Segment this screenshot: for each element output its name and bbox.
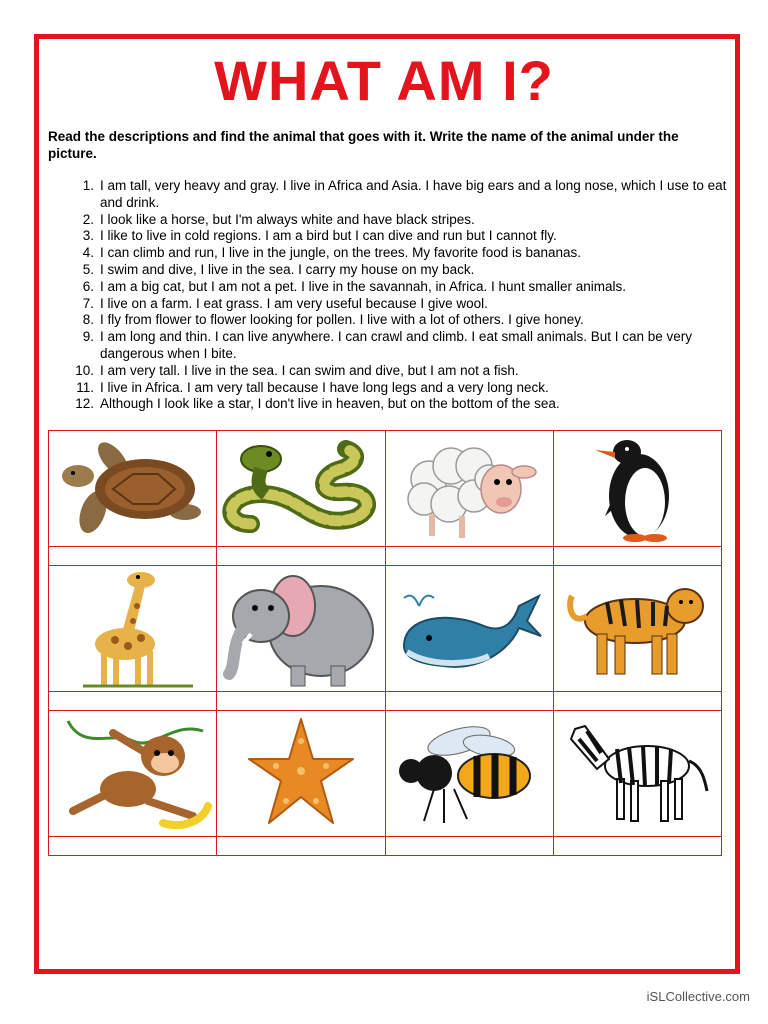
list-item: 9. I am long and thin. I can live anywhere. I can crawl and climb. I eat small animals. But I can be very dangerous when I bite. <box>82 329 693 361</box>
penguin-icon <box>557 434 717 544</box>
whale-icon <box>389 566 549 691</box>
list-item: 10. I am very tall. I live in the sea. I can swim and dive, but I am not a fish. <box>75 362 519 378</box>
picture-cell <box>385 566 553 692</box>
picture-cell <box>385 711 553 837</box>
picture-cell <box>217 566 385 692</box>
list-item: 8. I fly from flower to flower looking for pollen. I live with a lot of others. I give honey. <box>82 312 584 328</box>
elephant-icon <box>221 566 381 691</box>
list-item: 11. I live in Africa. I am very tall because I have long legs and a very long neck. <box>76 379 549 395</box>
site-watermark: iSLCollective.com <box>646 989 750 1004</box>
answer-cell[interactable] <box>385 692 553 711</box>
list-item: 7. I live on a farm. I eat grass. I am very useful because I give wool. <box>82 295 488 311</box>
picture-cell <box>553 566 721 692</box>
list-item: 1. I am tall, very heavy and gray. I live in Africa and Asia. I have big ears and a long nose, which I use to eat and drink. <box>82 178 727 210</box>
list-item: 12. Although I look like a star, I don't live in heaven, but on the bottom of the sea. <box>75 396 560 412</box>
list-item: 6. I am a big cat, but I am not a pet. I live in the savannah, in Africa. I hunt smaller animals. <box>82 278 627 294</box>
tiger-icon <box>557 566 717 691</box>
list-item: 2. I look like a horse, but I'm always white and have black stripes. <box>82 211 475 227</box>
picture-cell <box>217 711 385 837</box>
answer-cell[interactable] <box>217 692 385 711</box>
turtle-icon <box>53 434 213 544</box>
bee-icon <box>389 711 549 836</box>
picture-cell <box>553 711 721 837</box>
starfish-icon <box>221 711 381 836</box>
picture-cell <box>217 431 385 547</box>
answer-cell[interactable] <box>217 837 385 856</box>
picture-cell <box>49 711 217 837</box>
picture-cell <box>49 566 217 692</box>
answer-cell[interactable] <box>217 547 385 566</box>
list-item: 5. I swim and dive, I live in the sea. I carry my house on my back. <box>82 261 475 277</box>
picture-cell <box>49 431 217 547</box>
snake-icon <box>221 434 381 544</box>
description-list <box>62 178 732 413</box>
instructions: Read the descriptions and find the animal that goes with it. Write the name of the animal under the picture. <box>48 129 679 161</box>
worksheet-title: WHAT AM I? <box>214 49 554 112</box>
giraffe-icon <box>53 566 213 691</box>
zebra-icon <box>557 711 717 836</box>
answer-cell[interactable] <box>553 837 721 856</box>
answer-cell[interactable] <box>553 547 721 566</box>
list-item: 4. I can climb and run, I live in the jungle, on the trees. My favorite food is bananas. <box>82 245 582 261</box>
answer-cell[interactable] <box>49 692 217 711</box>
answer-cell[interactable] <box>49 547 217 566</box>
picture-cell <box>553 431 721 547</box>
sheep-icon <box>389 434 549 544</box>
answer-cell[interactable] <box>385 837 553 856</box>
answer-cell[interactable] <box>385 547 553 566</box>
picture-cell <box>385 431 553 547</box>
picture-grid <box>48 430 722 856</box>
monkey-icon <box>53 711 213 836</box>
answer-cell[interactable] <box>553 692 721 711</box>
answer-cell[interactable] <box>49 837 217 856</box>
list-item: 3. I like to live in cold regions. I am a bird but I can dive and run but I cannot fly. <box>82 228 557 244</box>
